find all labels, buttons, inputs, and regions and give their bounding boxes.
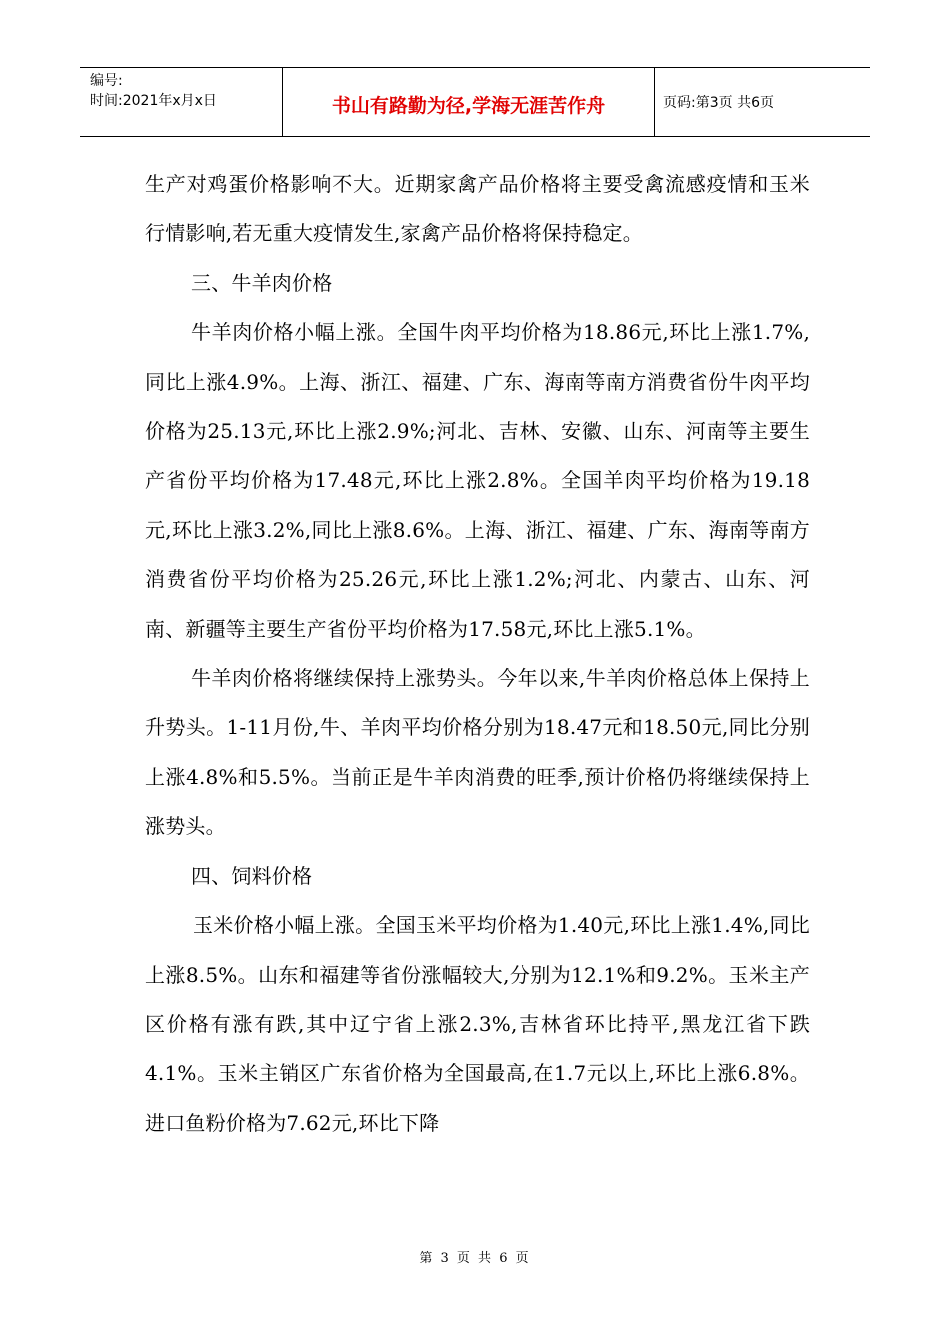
header-meta [80,68,283,136]
section-heading: 四、饲料价格 [191,863,313,888]
document-body [145,160,810,1148]
document-number: 编号: [90,73,123,89]
page-footer: 第 3 页 共 6 页 [419,1251,531,1266]
paragraph: 生产对鸡蛋价格影响不大。近期家禽产品价格将主要受禽流感疫情和玉米行情影响,若无重大疫情发生,家禽产品价格将保持稳定。 [145,172,810,246]
paragraph: 牛羊肉价格将继续保持上涨势头。今年以来,牛羊肉价格总体上保持上升势头。1-11月份,牛、羊肉平均价格分别为18.47元和18.50元,同比分别上涨4.8%和5.5%。当前正是牛羊肉消费的旺季,预计价格仍将继续保持上涨势头。 [145,666,810,839]
header-motto: 书山有路勤为径,学海无涯苦作舟 [283,68,655,136]
page-header [80,67,870,137]
header-page-info: 页码:第3页 共6页 [663,95,774,111]
document-time: 时间:2021年x月x日 [90,93,217,109]
section-heading: 三、牛羊肉价格 [191,270,333,295]
paragraph: 牛羊肉价格小幅上涨。全国牛肉平均价格为18.86元,环比上涨1.7%,同比上涨4.9%。上海、浙江、福建、广东、海南等南方消费省份牛肉平均价格为25.13元,环比上涨2.9%;河北、吉林、安徽、山东、河南等主要生产省份平均价格为17.48元,环比上涨2.8%。全国羊肉平均价格为19.18元,环比上涨3.2%,同比上涨8.6%。上海、浙江、福建、广东、海南等南方消费省份平均价格为25.26元,环比上涨1.2%;河北、内蒙古、山东、河南、新疆等主要生产省份平均价格为17.58元,环比上涨5.1%。 [145,320,810,641]
paragraph: 玉米价格小幅上涨。全国玉米平均价格为1.40元,环比上涨1.4%,同比上涨8.5%。山东和福建等省份涨幅较大,分别为12.1%和9.2%。玉米主产区价格有涨有跌,其中辽宁省上涨2.3%,吉林省环比持平,黑龙江省下跌4.1%。玉米主销区广东省价格为全国最高,在1.7元以上,环比上涨6.8%。进口鱼粉价格为7.62元,环比下降 [145,913,810,1135]
